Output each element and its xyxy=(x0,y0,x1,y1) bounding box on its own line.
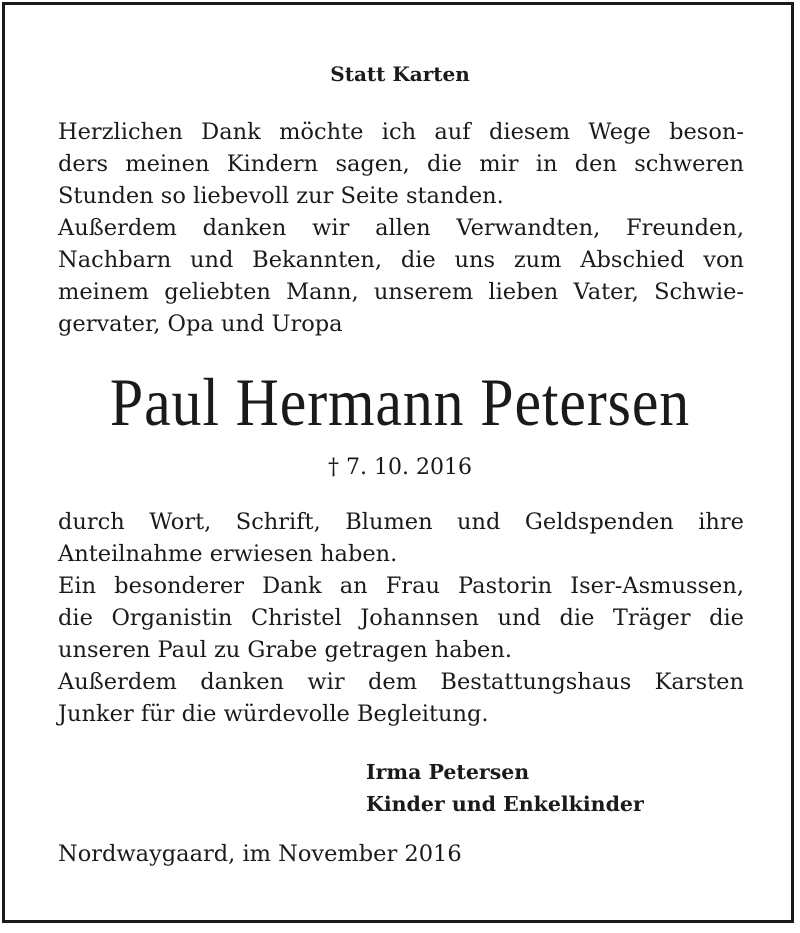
intro-line: Nachbarn und Bekannten, die uns zum Abschied von xyxy=(58,247,744,273)
thanks-line: Anteilnahme erwiesen haben. xyxy=(58,541,398,567)
notice-heading: Statt Karten xyxy=(330,62,470,86)
thanks-line: die Organistin Christel Johannsen und die Träger die xyxy=(58,605,744,631)
signature-name: Irma Petersen xyxy=(366,760,530,784)
thanks-line: unseren Paul zu Grabe getragen haben. xyxy=(58,637,513,663)
thanks-line: Junker für die würdevolle Begleitung. xyxy=(58,701,489,727)
intro-line: ders meinen Kindern sagen, die mir in den schweren xyxy=(58,151,744,177)
deceased-name: Paul Hermann Petersen xyxy=(109,364,691,440)
thanks-line: Außerdem danken wir dem Bestattungshaus Karsten xyxy=(58,669,744,695)
death-date: † 7. 10. 2016 xyxy=(328,455,472,480)
thanks-paragraph xyxy=(58,506,744,730)
thanks-line: Ein besonderer Dank an Frau Pastorin Iser-Asmussen, xyxy=(58,573,744,599)
intro-paragraph xyxy=(58,116,744,340)
intro-line: gervater, Opa und Uropa xyxy=(58,311,343,337)
intro-line: Außerdem danken wir allen Verwandten, Freunden, xyxy=(58,215,744,241)
intro-line: Stunden so liebevoll zur Seite standen. xyxy=(58,183,504,209)
place-date: Nordwaygaard, im November 2016 xyxy=(58,841,462,867)
intro-line: Herzlichen Dank möchte ich auf diesem Wege beson- xyxy=(58,119,744,145)
intro-line: meinem geliebten Mann, unserem lieben Vater, Schwie- xyxy=(58,279,744,305)
thanks-line: durch Wort, Schrift, Blumen und Geldspenden ihre xyxy=(58,509,744,535)
signature-family: Kinder und Enkelkinder xyxy=(366,792,644,816)
